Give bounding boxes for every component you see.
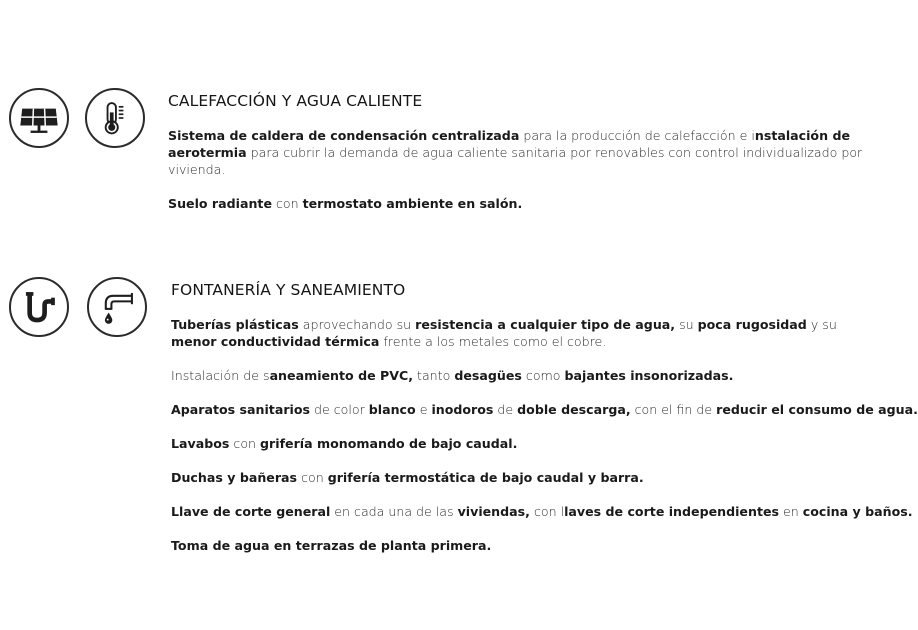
- text: de: [493, 402, 518, 417]
- bold-text: Llave de corte general: [171, 504, 331, 519]
- solar-panel-icon: [9, 88, 69, 148]
- bold-text: nstalación de aerotermia: [168, 128, 850, 160]
- section-content: [168, 86, 868, 229]
- faucet-icon: [87, 277, 147, 337]
- text: con: [229, 436, 261, 451]
- text: y su: [806, 317, 837, 332]
- bold-text: resistencia a cualquier tipo de agua,: [415, 317, 676, 332]
- text: tanto: [413, 368, 455, 383]
- bold-text: Tuberías plásticas: [171, 317, 299, 332]
- paragraph: [171, 537, 871, 554]
- paragraph: [168, 127, 868, 178]
- bold-text: poca rugosidad: [697, 317, 807, 332]
- section-title: FONTANERÍA Y SANEAMIENTO: [171, 281, 406, 299]
- bold-text: aneamiento de PVC,: [269, 368, 414, 383]
- bold-text: cocina y baños.: [802, 504, 913, 519]
- bold-text: reducir el consumo de agua.: [716, 402, 918, 417]
- section-title: CALEFACCIÓN Y AGUA CALIENTE: [168, 92, 423, 110]
- section-content: [171, 275, 918, 571]
- bold-text: grifería termostática de bajo caudal y barra.: [327, 470, 644, 485]
- text: aprovechando su: [298, 317, 416, 332]
- paragraph: [171, 367, 871, 384]
- text: e: [415, 402, 432, 417]
- bold-text: grifería monomando de bajo caudal.: [260, 436, 518, 451]
- bold-text: bajantes insonorizadas.: [564, 368, 734, 383]
- bold-text: Suelo radiante: [168, 196, 272, 211]
- thermometer-icon: [85, 88, 145, 148]
- bold-text: viviendas,: [457, 504, 530, 519]
- text: como: [521, 368, 565, 383]
- paragraph: [171, 469, 871, 486]
- text: para la producción de calefacción e i: [519, 128, 755, 143]
- text: de color: [310, 402, 369, 417]
- bold-text: blanco: [368, 402, 416, 417]
- text: en cada una de las: [330, 504, 458, 519]
- bold-text: inodoros: [431, 402, 494, 417]
- bold-text: termostato ambiente en salón.: [302, 196, 523, 211]
- paragraph: [168, 195, 868, 212]
- text: en: [779, 504, 803, 519]
- text: con: [272, 196, 303, 211]
- paragraph: [171, 435, 871, 452]
- paragraph: [171, 503, 913, 520]
- bold-text: laves de corte independientes: [564, 504, 779, 519]
- text: con l: [529, 504, 565, 519]
- bold-text: doble descarga,: [517, 402, 631, 417]
- paragraph: [171, 401, 918, 418]
- bold-text: Aparatos sanitarios: [171, 402, 310, 417]
- bold-text: desagües: [454, 368, 522, 383]
- bold-text: Toma de agua en terrazas de planta primera.: [171, 538, 492, 553]
- paragraph: [171, 316, 871, 350]
- text: con el fin de: [630, 402, 717, 417]
- bold-text: Sistema de caldera de condensación centralizada: [168, 128, 520, 143]
- bold-text: menor conductividad térmica: [171, 334, 380, 349]
- text: Instalación de s: [171, 368, 270, 383]
- bold-text: Duchas y bañeras: [171, 470, 298, 485]
- pipe-icon: [9, 277, 69, 337]
- text: su: [675, 317, 698, 332]
- text: para cubrir la demanda de agua caliente sanitaria por renovables con control individualizado por vivienda.: [168, 145, 863, 177]
- text: con: [297, 470, 328, 485]
- bold-text: Lavabos: [171, 436, 230, 451]
- text: frente a los metales como el cobre.: [379, 334, 607, 349]
